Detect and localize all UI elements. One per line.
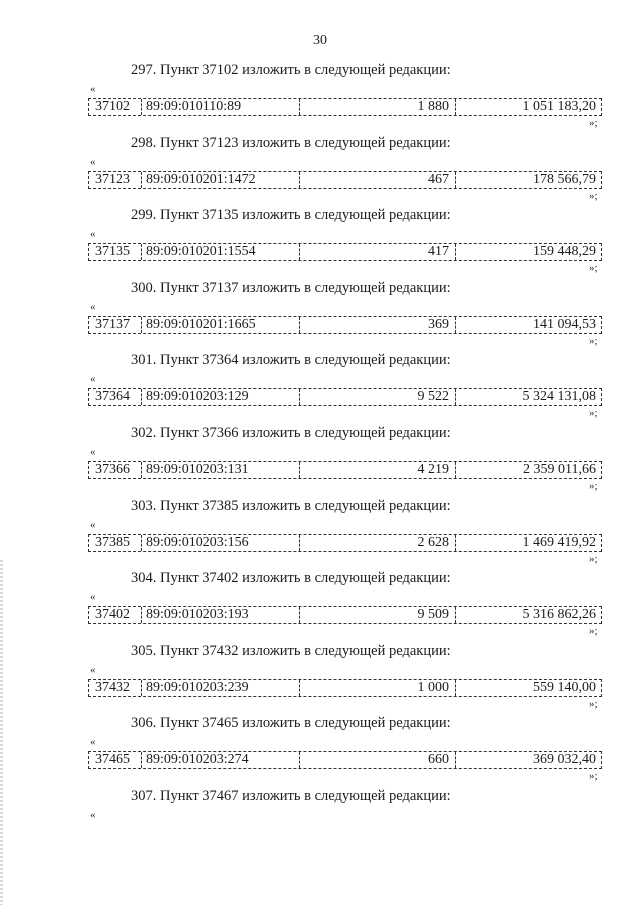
area-cell: 9 522 (300, 389, 456, 405)
cadastral-number-cell: 89:09:010201:1472 (142, 172, 300, 188)
amendment-heading: 297. Пункт 37102 изложить в следующей редакции: (131, 62, 451, 78)
item-number-cell: 37102 (89, 99, 142, 115)
value-cell: 5 316 862,26 (522, 607, 596, 623)
cadastral-number-cell: 89:09:010203:129 (142, 389, 300, 405)
cadastral-number-cell: 89:09:010203:131 (142, 462, 300, 478)
table-row (88, 679, 602, 697)
table-row (88, 243, 602, 261)
close-quote: »; (589, 407, 598, 420)
amendment-heading: 305. Пункт 37432 изложить в следующей редакции: (131, 642, 451, 659)
close-quote: »; (589, 552, 598, 565)
value-cell: 5 324 131,08 (522, 389, 596, 405)
item-number-cell: 37465 (89, 752, 142, 768)
scan-edge (0, 560, 3, 905)
cadastral-number-cell: 89:09:010201:1554 (142, 244, 300, 260)
item-number-cell: 37137 (89, 317, 142, 333)
amendment-section (0, 352, 640, 425)
table-row (88, 316, 602, 334)
amendment-heading: 304. Пункт 37402 изложить в следующей редакции: (131, 570, 451, 587)
area-cell: 1 880 (300, 99, 456, 115)
page-number: 30 (313, 33, 327, 48)
amendment-section (0, 498, 640, 571)
amendment-heading: 307. Пункт 37467 изложить в следующей редакции: (131, 787, 451, 804)
value-cell: 369 032,40 (533, 752, 596, 768)
value-cell: 1 051 183,20 (522, 99, 596, 114)
close-quote: »; (589, 117, 598, 129)
close-quote: »; (589, 189, 598, 202)
close-quote: »; (589, 625, 598, 638)
table-row (88, 98, 602, 116)
close-quote: »; (589, 697, 598, 710)
area-cell: 1 000 (300, 680, 456, 696)
amendment-heading: 306. Пункт 37465 изложить в следующей редакции: (131, 715, 451, 732)
area-cell: 9 509 (300, 607, 456, 623)
item-number-cell: 37123 (89, 172, 142, 188)
amendment-section (0, 715, 640, 788)
open-quote: « (90, 300, 96, 313)
open-quote: « (90, 373, 96, 386)
item-number-cell: 37364 (89, 389, 142, 405)
open-quote: « (90, 83, 96, 95)
cadastral-number-cell: 89:09:010203:156 (142, 535, 300, 551)
amendment-heading: 298. Пункт 37123 изложить в следующей редакции: (131, 134, 451, 151)
area-cell: 660 (300, 752, 456, 768)
value-cell: 141 094,53 (533, 316, 596, 332)
amendment-section (0, 207, 640, 280)
cadastral-number-cell: 89:09:010110:89 (142, 99, 300, 115)
table-row (88, 534, 602, 552)
amendment-section (0, 788, 640, 861)
close-quote: »; (589, 262, 598, 275)
item-number-cell: 37385 (89, 535, 142, 551)
amendment-heading: 303. Пункт 37385 изложить в следующей редакции: (131, 497, 451, 514)
area-cell: 4 219 (300, 462, 456, 478)
amendment-section (0, 643, 640, 716)
item-number-cell: 37402 (89, 607, 142, 623)
close-quote: »; (589, 770, 598, 783)
close-quote: »; (589, 334, 598, 347)
amendment-section (0, 62, 640, 135)
amendment-heading: 301. Пункт 37364 изложить в следующей редакции: (131, 352, 451, 369)
table-row (88, 461, 602, 479)
cadastral-number-cell: 89:09:010203:274 (142, 752, 300, 768)
open-quote: « (90, 445, 96, 458)
open-quote: « (90, 663, 96, 676)
table-row (88, 388, 602, 406)
open-quote: « (90, 808, 96, 821)
value-cell: 159 448,29 (533, 244, 596, 260)
amendments-list (0, 62, 640, 861)
cadastral-number-cell: 89:09:010203:239 (142, 680, 300, 696)
value-cell: 559 140,00 (533, 679, 596, 695)
value-cell: 1 469 419,92 (522, 534, 596, 550)
open-quote: « (90, 518, 96, 531)
cadastral-number-cell: 89:09:010203:193 (142, 607, 300, 623)
area-cell: 417 (300, 244, 456, 260)
amendment-section (0, 570, 640, 643)
value-cell: 2 359 011,66 (523, 461, 596, 477)
amendment-heading: 302. Пункт 37366 изложить в следующей редакции: (131, 424, 451, 441)
item-number-cell: 37135 (89, 244, 142, 260)
table-row (88, 751, 602, 769)
amendment-section (0, 280, 640, 353)
open-quote: « (90, 228, 96, 241)
value-cell: 178 566,79 (533, 171, 596, 187)
open-quote: « (90, 736, 96, 749)
area-cell: 2 628 (300, 535, 456, 551)
amendment-section (0, 135, 640, 208)
item-number-cell: 37366 (89, 462, 142, 478)
table-row (88, 171, 602, 189)
cadastral-number-cell: 89:09:010201:1665 (142, 317, 300, 333)
area-cell: 467 (300, 172, 456, 188)
item-number-cell: 37432 (89, 680, 142, 696)
amendment-heading: 300. Пункт 37137 изложить в следующей редакции: (131, 279, 451, 296)
open-quote: « (90, 591, 96, 604)
amendment-heading: 299. Пункт 37135 изложить в следующей редакции: (131, 207, 451, 224)
table-row (88, 606, 602, 624)
amendment-section (0, 425, 640, 498)
open-quote: « (90, 155, 96, 168)
close-quote: »; (589, 479, 598, 492)
area-cell: 369 (300, 317, 456, 333)
